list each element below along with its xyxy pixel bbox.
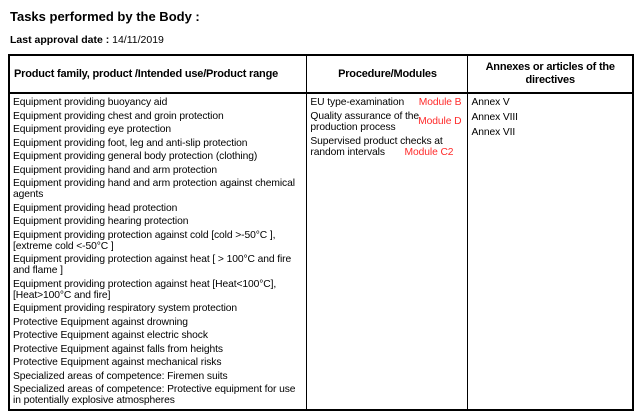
- product-item: Equipment providing respiratory system protection: [13, 303, 238, 314]
- product-item: Equipment providing hand and arm protection against chemical agents: [13, 178, 295, 200]
- procedure-text: Supervised product checks at random intervals: [310, 136, 443, 158]
- procedures-cell: [307, 93, 468, 410]
- col-header-procedure-modules: Procedure/Modules: [307, 55, 468, 93]
- product-item: Equipment providing head protection: [13, 202, 178, 214]
- module-label: Module C2: [404, 147, 454, 158]
- product-item: Equipment providing hand and arm protection: [13, 164, 218, 176]
- product-item: Equipment providing protection against cold [cold >-50°C ], [extreme cold <-50°C ]: [13, 229, 276, 252]
- body-row: [9, 93, 633, 410]
- products-cell: [9, 93, 307, 410]
- approval-date: 14/11/2019: [112, 34, 164, 46]
- procedure-text: Quality assurance of the production process: [310, 111, 420, 133]
- table-header: [9, 55, 633, 93]
- annex-item: Annex V: [471, 97, 510, 108]
- product-item: Equipment providing protection against heat [Heat<100°C], [Heat>100°C and fire]: [13, 278, 277, 301]
- product-item: Equipment providing hearing protection: [13, 216, 189, 227]
- annex-item: Annex VII: [471, 127, 516, 138]
- col-header-product-family: Product family, product /Intended use/Product range: [9, 55, 307, 93]
- annex-item: Annex VIII: [471, 112, 518, 123]
- procedure-text: EU type-examination: [310, 97, 405, 108]
- product-item: Protective Equipment against drowning: [13, 316, 188, 328]
- product-item: Specialized areas of competence: Protective equipment for use in potentially explosive atmospheres: [13, 384, 296, 406]
- product-item: Equipment providing protection against heat [ > 100°C and fire and flame ]: [13, 254, 292, 276]
- module-label: Module B: [418, 97, 462, 108]
- annexes-cell: [468, 93, 633, 410]
- product-item: Protective Equipment against mechanical risks: [13, 357, 222, 368]
- product-item: Equipment providing buoyancy aid: [13, 97, 168, 108]
- procedure-item: [310, 97, 465, 108]
- header-row: [9, 55, 633, 93]
- page-title: Tasks performed by the Body :: [10, 9, 200, 24]
- procedure-item: [310, 136, 465, 158]
- module-label: Module D: [418, 116, 462, 127]
- approval-label: Last approval date :: [10, 34, 110, 46]
- product-item: Specialized areas of competence: Firemen suits: [13, 370, 228, 382]
- product-item: Protective Equipment against falls from heights: [13, 343, 223, 355]
- table-body: [9, 93, 633, 410]
- approval-line: [10, 34, 634, 46]
- product-item: Equipment providing chest and groin protection: [13, 110, 224, 122]
- product-item: Equipment providing eye protection: [13, 124, 172, 135]
- tasks-table: [8, 54, 634, 411]
- col-header-annexes: Annexes or articles of the directives: [468, 55, 633, 93]
- product-item: Equipment providing foot, leg and anti-slip protection: [13, 137, 248, 149]
- product-item: Equipment providing general body protection (clothing): [13, 151, 258, 162]
- procedure-item: [310, 111, 465, 133]
- product-item: Protective Equipment against electric shock: [13, 330, 208, 341]
